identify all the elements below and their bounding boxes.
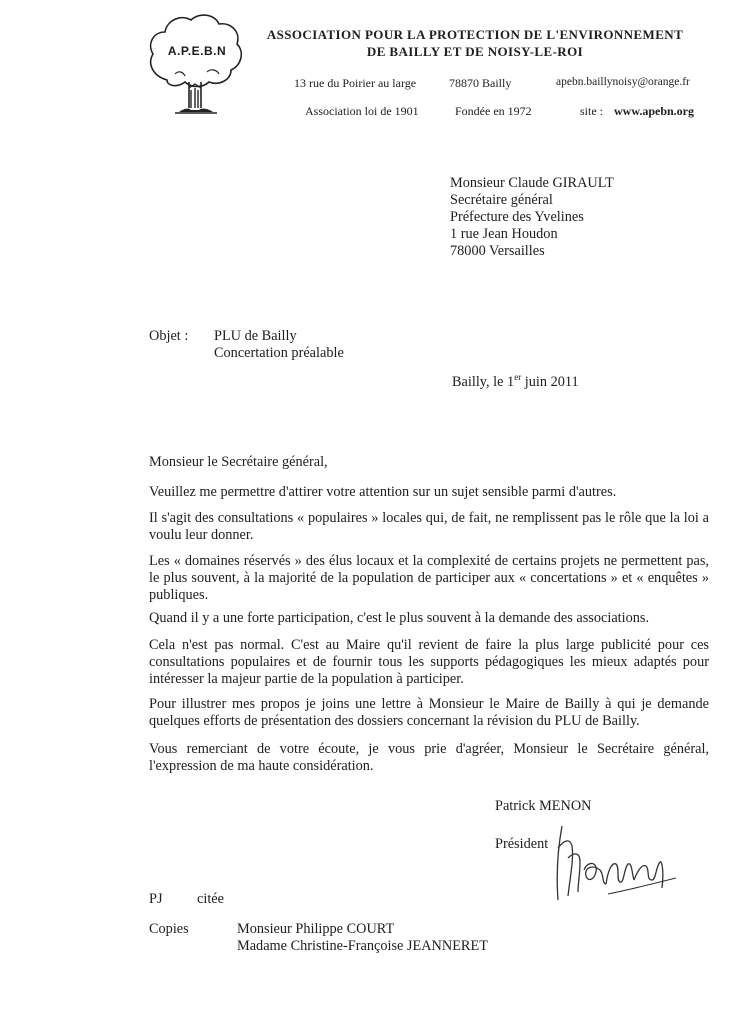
recipient-title: Secrétaire général [450, 192, 553, 208]
org-address: 13 rue du Poirier au large [294, 76, 417, 90]
copies-label: Copies [149, 921, 189, 937]
recipient-city: 78000 Versailles [450, 243, 545, 259]
salutation: Monsieur le Secrétaire général, [149, 454, 328, 470]
tree-logo-icon [145, 10, 245, 118]
body-paragraph: Les « domaines réservés » des élus locaux et la complexité de certains projets ne permettent pas, le plus souvent, à la majorité de la population de participer aux « concertations » et « enquêtes » publiques. [149, 553, 709, 603]
enclosure-value: citée [197, 891, 224, 907]
recipient-office: Préfecture des Yvelines [450, 209, 584, 225]
org-founded: Fondée en 1972 [455, 104, 532, 118]
org-email: apebn.baillynoisy@orange.fr [556, 76, 690, 88]
body-paragraph: Vous remerciant de votre écoute, je vous prie d'agréer, Monsieur le Secrétaire général, l'expression de ma haute considération. [149, 741, 709, 774]
subject-label: Objet : [149, 328, 189, 344]
org-name-line2: DE BAILLY ET DE NOISY-LE-ROI [366, 44, 584, 59]
body-paragraph: Il s'agit des consultations « populaires » locales qui, de fait, ne remplissent pas le rôle que la loi a voulu leur donner. [149, 510, 709, 543]
signatory-name: Patrick MENON [495, 798, 592, 814]
logo-text: A.P.E.B.N [167, 44, 227, 58]
org-legal-status: Association loi de 1901 [305, 104, 419, 118]
body-paragraph: Pour illustrer mes propos je joins une lettre à Monsieur le Maire de Bailly à qui je demande quelques efforts de présentation des dossiers concernant la révision du PLU de Bailly. [149, 696, 709, 729]
recipient-street: 1 rue Jean Houdon [450, 226, 558, 242]
date-prefix: Bailly, le 1 [452, 374, 515, 390]
subject-line2: Concertation préalable [214, 345, 344, 361]
copy-recipient: Monsieur Philippe COURT [237, 921, 395, 937]
letter-date [452, 374, 579, 391]
body-paragraph: Quand il y a une forte participation, c'est le plus souvent à la demande des associations. [149, 610, 650, 626]
org-postcode-city: 78870 Bailly [449, 76, 512, 90]
date-suffix: juin 2011 [521, 374, 579, 390]
body-paragraph: Veuillez me permettre d'attirer votre attention sur un sujet sensible parmi d'autres. [149, 484, 617, 500]
signatory-role: Président [495, 836, 549, 852]
subject-line1: PLU de Bailly [214, 328, 297, 344]
body-paragraph: Cela n'est pas normal. C'est au Maire qu'il revient de faire la plus large publicité pour ces consultations populaires et de fournir tous les supports pédagogiques les mieux adaptés pour intéresser la majeur partie de la population à participer. [149, 637, 709, 687]
org-site-url: www.apebn.org [614, 104, 695, 118]
handwritten-signature-icon [548, 818, 688, 910]
recipient-name: Monsieur Claude GIRAULT [450, 175, 614, 191]
date-superscript: er [514, 372, 522, 383]
copy-recipient: Madame Christine-Françoise JEANNERET [237, 938, 488, 954]
org-site-label: site : [580, 104, 603, 118]
org-name-line1: ASSOCIATION POUR LA PROTECTION DE L'ENVIRONNEMENT [266, 27, 684, 42]
enclosure-label: PJ [149, 891, 163, 907]
